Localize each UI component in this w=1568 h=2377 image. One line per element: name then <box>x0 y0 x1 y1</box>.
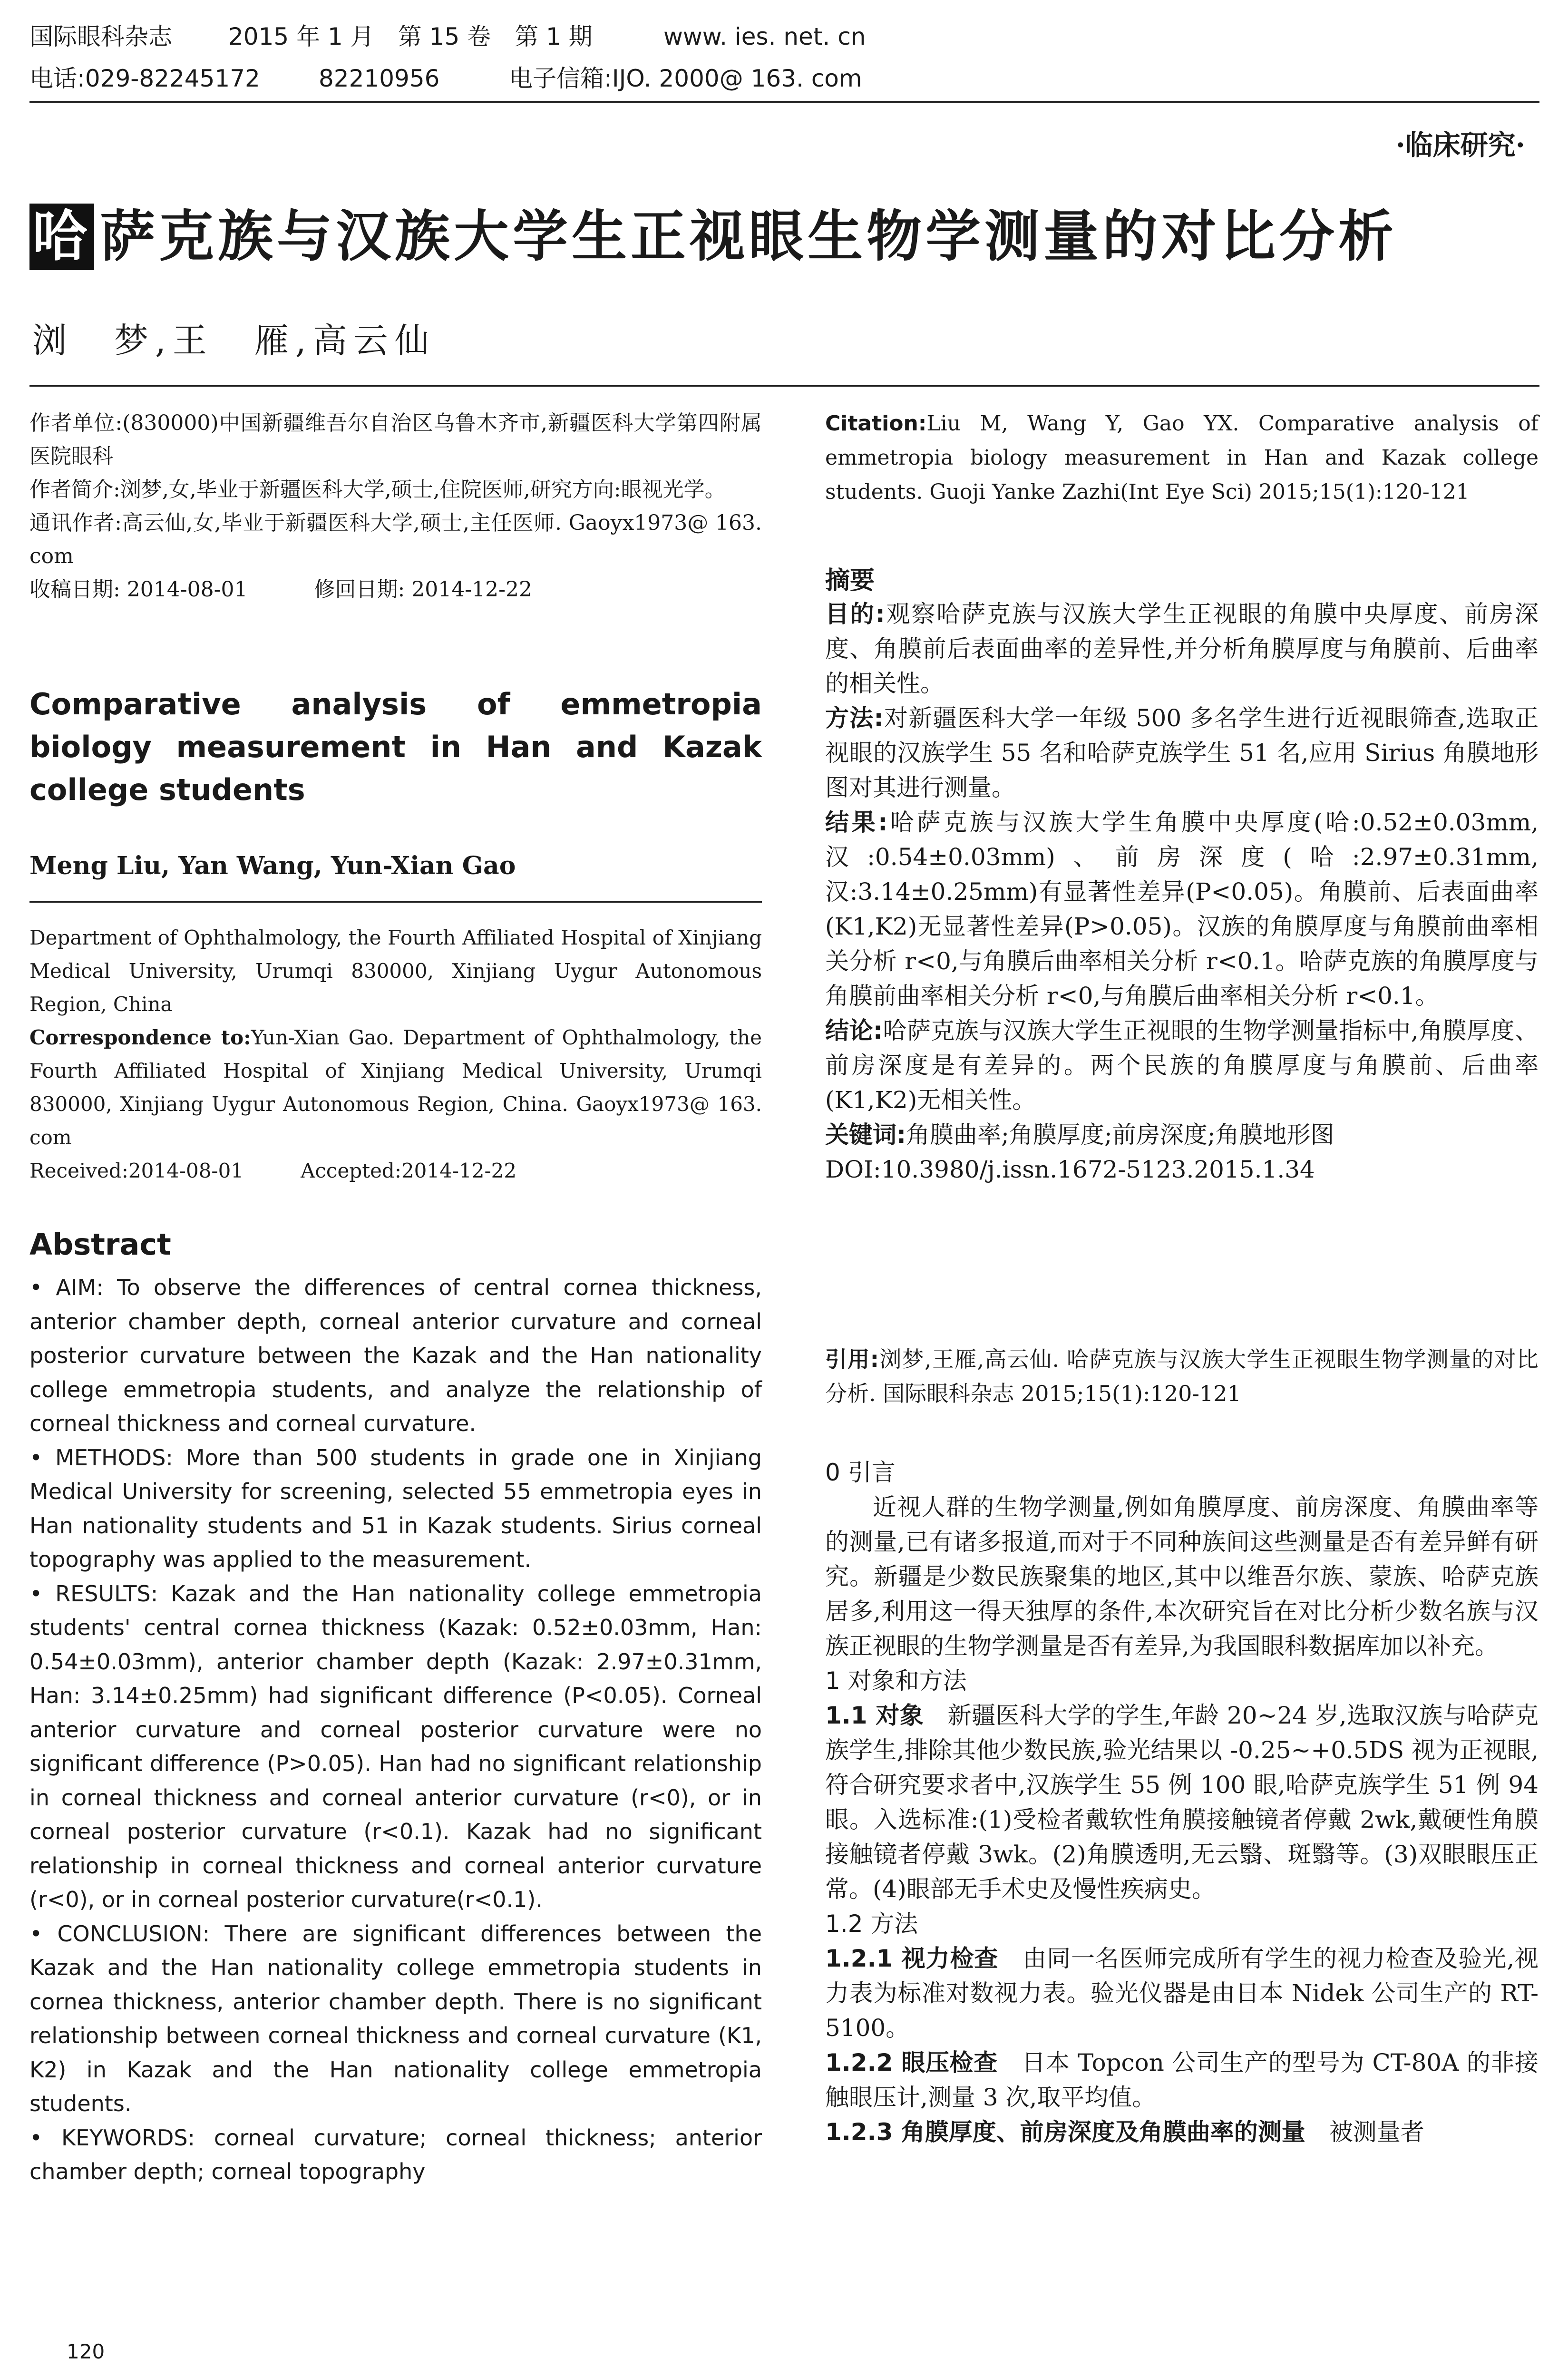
keywords-text-cn: 角膜曲率;角膜厚度;前房深度;角膜地形图 <box>906 1121 1334 1149</box>
abstract-en <box>29 1271 762 2189</box>
header-journal: 国际眼科杂志 <box>29 23 172 50</box>
iop-text: 日本 Topcon 公司生产的型号为 CT-80A 的非接触眼压计,测量 3 次,取平均值。 <box>825 2049 1539 2111</box>
cornea-paragraph <box>825 2115 1539 2150</box>
abstract-aim: • AIM: To observe the differences of central cornea thickness, anterior chamber depth, corneal anterior curvature and corneal posterior curvature between the Kazak and the Han nationality college emmetropia students, and analyze the relationship of corneal thickness and corneal curvature. <box>29 1275 762 1436</box>
header-email[interactable]: 电子信箱:IJO. 2000@ 163. com <box>509 65 862 92</box>
cornea-label: 1.2.3 角膜厚度、前房深度及角膜曲率的测量 <box>825 2118 1305 2146</box>
body-text <box>825 1455 1539 2150</box>
abstract-results: • RESULTS: Kazak and the Han nationality college emmetropia students' central cornea thickness (Kazak: 0.52±0.03mm, Han: 0.54±0.03mm), anterior chamber depth (Kazak: 2.97±0.31mm, Han: 3.14±0.25mm) had significant difference (P<0.05). Corneal anterior curvature and corneal posterior curvature were no significant difference (P>0.05). Han had no significant relationship in corneal thickness and corneal anterior curvature (r<0), or in corneal posterior curvature (r<0.1). Kazak had no significant relationship in corneal thickness and corneal anterior curvature (r<0), or in corneal posterior curvature(r<0.1). <box>29 1580 762 1912</box>
header-phone2: 82210956 <box>319 65 440 92</box>
methods-label-cn: 方法: <box>825 704 884 732</box>
title-rule <box>29 385 1539 387</box>
methods-subheading: 1.2 方法 <box>825 1910 918 1938</box>
header-website[interactable]: www. ies. net. cn <box>663 23 866 50</box>
abstract-cn-results <box>825 805 1539 1013</box>
intro-paragraph: 近视人群的生物学测量,例如角膜厚度、前房深度、角膜曲率等的测量,已有诸多报道,而对于不同种族间这些测量是否有差异鲜有研究。新疆是少数民族聚集的地区,其中以维吾尔族、蒙族、哈萨克族居多,利用这一得天独厚的条件,本次研究旨在对比分析少数名族与汉族正视眼的生物学测量是否有差异,为我国眼科数据库加以补充。 <box>825 1493 1539 1660</box>
abstract-cn-aim <box>825 597 1539 701</box>
citation-text: Liu M, Wang Y, Gao YX. Comparative analysis of emmetropia biology measurement in Han and Kazak college students. Guoji Yanke Zazhi(Int Eye Sci) 2015;15(1):120-121 <box>825 411 1539 504</box>
english-title: Comparative analysis of emmetropia biology measurement in Han and Kazak college students <box>29 687 762 807</box>
conclusion-text-cn: 哈萨克族与汉族大学生正视眼的生物学测量指标中,角膜厚度、前房深度是有差异的。两个民族的角膜厚度与角膜前、后曲率(K1,K2)无相关性。 <box>825 1017 1539 1114</box>
citation-label: Citation: <box>825 411 927 436</box>
authors-rule <box>29 901 762 903</box>
correspondence-cn: 通讯作者:高云仙,女,毕业于新疆医科大学,硕士,主任医师. Gaoyx1973@ 163. com <box>29 511 762 568</box>
page-title <box>29 204 1397 270</box>
subjects-paragraph <box>825 1698 1539 1907</box>
cite-text-cn: 浏梦,王雁,高云仙. 哈萨克族与汉族大学生正视眼生物学测量的对比分析. 国际眼科杂志 2015;15(1):120-121 <box>825 1346 1539 1406</box>
abstract-conclusion: • CONCLUSION: There are significant differences between the Kazak and the Han nationality college emmetropia students in cornea thickness, anterior chamber depth. There is no significant relationship between corneal thickness and corneal curvature (K1, K2) in Kazak and the Han nationality college emmetropia students. <box>29 1920 762 2116</box>
subjects-label: 1.1 对象 <box>825 1702 924 1729</box>
section-methods-heading: 1 对象和方法 <box>825 1667 967 1695</box>
received-en: Received:2014-08-01 <box>29 1159 244 1182</box>
affiliation-en: Department of Ophthalmology, the Fourth Affiliated Hospital of Xinjiang Medical University, Urumqi 830000, Xinjiang Uygur Autonomous Region, China <box>29 926 762 1016</box>
abstract-heading: Abstract <box>29 1227 171 1262</box>
results-label-cn: 结果: <box>825 809 888 836</box>
affiliation-cn: 作者单位:(830000)中国新疆维吾尔自治区乌鲁木齐市,新疆医科大学第四附属医院眼科 <box>29 411 762 468</box>
aim-label-cn: 目的: <box>825 600 885 628</box>
abstract-cn-methods <box>825 701 1539 805</box>
iop-paragraph <box>825 2046 1539 2115</box>
abstract-cn-keywords <box>825 1118 1539 1152</box>
aim-text-cn: 观察哈萨克族与汉族大学生正视眼的角膜中央厚度、前房深度、角膜前后表面曲率的差异性,并分析角膜厚度与角膜前、后曲率的相关性。 <box>825 600 1539 697</box>
abstract-keywords: • KEYWORDS: corneal curvature; corneal thickness; anterior chamber depth; corneal topography <box>29 2124 762 2184</box>
vision-text: 由同一名医师完成所有学生的视力检查及验光,视力表为标准对数视力表。验光仪器是由日本 Nidek 公司生产的 RT-5100。 <box>825 1945 1539 2042</box>
vision-paragraph <box>825 1941 1539 2046</box>
accepted-en: Accepted:2014-12-22 <box>301 1159 517 1182</box>
keywords-label-cn: 关键词: <box>825 1121 906 1149</box>
revised-cn: 修回日期: 2014-12-22 <box>314 577 532 602</box>
conclusion-label-cn: 结论: <box>825 1017 883 1044</box>
header-issue: 2015 年 1 月 第 15 卷 第 1 期 <box>228 23 593 50</box>
bio-cn: 作者简介:浏梦,女,毕业于新疆医科大学,硕士,住院医师,研究方向:眼视光学。 <box>29 477 726 502</box>
vision-label: 1.2.1 视力检查 <box>825 1945 999 1972</box>
dates-en <box>29 1154 762 1188</box>
correspondence-en <box>29 1021 762 1154</box>
cornea-text: 被测量者 <box>1329 2118 1424 2146</box>
dates-cn <box>29 573 762 606</box>
correspondence-text: Yun-Xian Gao. Department of Ophthalmology, the Fourth Affiliated Hospital of Xinjiang Medical University, Urumqi 830000, Xinjiang Uygur Autonomous Region, China. Gaoyx1973@ 163. com <box>29 1026 762 1149</box>
abstract-cn-conclusion <box>825 1013 1539 1118</box>
abstract-cn <box>825 597 1539 1187</box>
cite-label-cn: 引用: <box>825 1346 879 1372</box>
received-cn: 收稿日期: 2014-08-01 <box>29 577 248 602</box>
iop-label: 1.2.2 眼压检查 <box>825 2049 998 2076</box>
methods-text-cn: 对新疆医科大学一年级 500 多名学生进行近视眼筛查,选取正视眼的汉族学生 55 名和哈萨克族学生 51 名,应用 Sirius 角膜地形图对其进行测量。 <box>825 704 1539 801</box>
affiliation-block-en <box>29 921 762 1188</box>
correspondence-label: Correspondence to: <box>29 1026 251 1049</box>
header-rule <box>29 101 1539 103</box>
author-info-cn <box>29 407 762 606</box>
doi: DOI:10.3980/j.issn.1672-5123.2015.1.34 <box>825 1156 1315 1183</box>
results-text-cn: 哈萨克族与汉族大学生角膜中央厚度(哈:0.52±0.03mm,汉:0.54±0.03mm)、前房深度(哈:2.97±0.31mm,汉:3.14±0.25mm)有显著性差异(P<0.05)。角膜前、后表面曲率(K1,K2)无显著性差异(P>0.05)。汉族的角膜厚度与角膜前曲率相关分析 r<0,与角膜后曲率相关分析 r<0.1。哈萨克族的角膜厚度与角膜前曲率相关分析 r<0,与角膜后曲率相关分析 r<0.1。 <box>825 809 1539 1010</box>
abstract-methods: • METHODS: More than 500 students in grade one in Xinjiang Medical University for screening, selected 55 emmetropia eyes in Han nationality students and 51 in Kazak students. Sirius corneal topography was applied to the measurement. <box>29 1444 762 1572</box>
cite-cn <box>825 1342 1539 1411</box>
subjects-text: 新疆医科大学的学生,年龄 20~24 岁,选取汉族与哈萨克族学生,排除其他少数民族,验光结果以 -0.25~+0.5DS 视为正视眼,符合研究要求者中,汉族学生 55 例 100 眼,哈萨克族学生 51 例 94 眼。入选标准:(1)受检者戴软性角膜接触镜者停戴 2wk,戴硬性角膜接触镜者停戴 3wk。(2)角膜透明,无云翳、斑翳等。(3)双眼眼压正常。(4)眼部无手术史及慢性疾病史。 <box>825 1702 1539 1903</box>
authors-cn: 浏 梦,王 雁,高云仙 <box>32 321 436 360</box>
title-marker: 哈 <box>29 204 94 270</box>
section-intro-heading: 0 引言 <box>825 1459 896 1486</box>
page-number: 120 <box>67 2340 105 2363</box>
citation-en <box>825 407 1539 509</box>
abstract-cn-heading: 摘要 <box>825 566 875 595</box>
english-authors: Meng Liu, Yan Wang, Yun-Xian Gao <box>29 851 516 880</box>
header-phone: 电话:029-82245172 <box>29 65 260 92</box>
title-text: 萨克族与汉族大学生正视眼生物学测量的对比分析 <box>100 205 1397 269</box>
column-label: ·临床研究· <box>1395 129 1525 161</box>
